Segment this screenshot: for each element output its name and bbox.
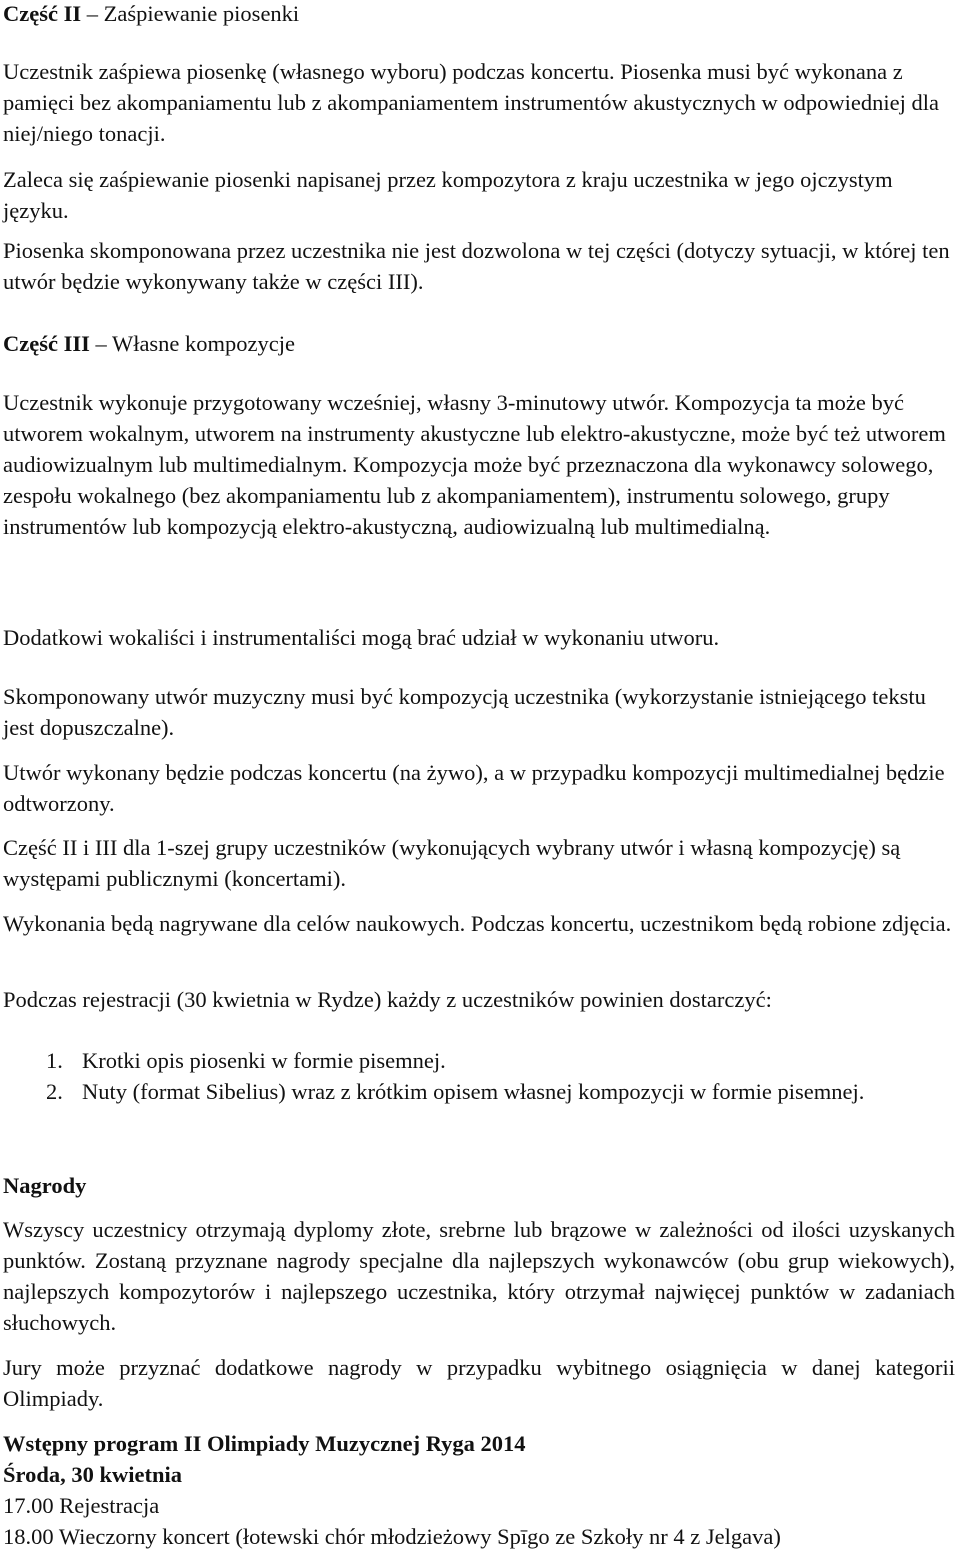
part3-paragraph-3: Skomponowany utwór muzyczny musi być kompozycją uczestnika (wykorzystanie istniejącego tekstu jest dopuszczalne). bbox=[3, 684, 926, 740]
list-item-text: Krotki opis piosenki w formie pisemnej. bbox=[82, 1048, 446, 1073]
part3-paragraph-5: Część II i III dla 1-szej grupy uczestników (wykonujących wybrany utwór i własną kompozycję) są występami publicznymi (koncertami). bbox=[3, 835, 901, 891]
part3-heading-title: – Własne kompozycje bbox=[89, 331, 296, 356]
submission-list bbox=[46, 1045, 946, 1107]
list-item bbox=[46, 1045, 946, 1076]
part2-heading-bold: Część II bbox=[3, 1, 82, 26]
part3-paragraph-2: Dodatkowi wokaliści i instrumentaliści mogą brać udział w wykonaniu utworu. bbox=[3, 625, 720, 650]
list-item-text: Nuty (format Sibelius) wraz z krótkim opisem własnej kompozycji w formie pisemnej. bbox=[82, 1079, 865, 1104]
list-item-number: 1. bbox=[46, 1048, 63, 1073]
list-item-number: 2. bbox=[46, 1079, 63, 1104]
part3-heading-bold: Część III bbox=[3, 331, 90, 356]
part2-heading-title: – Zaśpiewanie piosenki bbox=[81, 1, 300, 26]
program-day: Środa, 30 kwietnia bbox=[3, 1462, 182, 1487]
awards-paragraph-1: Wszyscy uczestnicy otrzymają dyplomy złote, srebrne lub brązowe w zależności od ilości uzyskanych punktów. Zostaną przyznane nagrody specjalne dla najlepszych wykonawców (obu grup wiekowych), najlepszych kompozytorów i najlepszego uczestnika, który otrzymał najwięcej punktów w zadaniach słuchowych. bbox=[3, 1217, 955, 1335]
part3-paragraph-7: Podczas rejestracji (30 kwietnia w Rydze) każdy z uczestników powinien dostarczyć: bbox=[3, 987, 772, 1012]
part3-paragraph-4: Utwór wykonany będzie podczas koncertu (na żywo), a w przypadku kompozycji multimedialnej będzie odtworzony. bbox=[3, 760, 945, 816]
program-item: 18.00 Wieczorny koncert (łotewski chór młodzieżowy Spīgo ze Szkoły nr 4 z Jelgava) bbox=[3, 1524, 781, 1549]
awards-paragraph-2: Jury może przyznać dodatkowe nagrody w przypadku wybitnego osiągnięcia w danej kategorii Olimpiady. bbox=[3, 1355, 955, 1411]
program-heading: Wstępny program II Olimpiady Muzycznej Ryga 2014 bbox=[3, 1431, 526, 1456]
part2-paragraph-1: Uczestnik zaśpiewa piosenkę (własnego wyboru) podczas koncertu. Piosenka musi być wykonana z pamięci bez akompaniamentu lub z akompaniamentem instrumentów akustycznych w odpowiedniej dla niej/niego tonacji. bbox=[3, 59, 939, 146]
part3-paragraph-6: Wykonania będą nagrywane dla celów naukowych. Podczas koncertu, uczestnikom będą robione zdjęcia. bbox=[3, 911, 952, 936]
part2-paragraph-3: Piosenka skomponowana przez uczestnika nie jest dozwolona w tej części (dotyczy sytuacji, w której ten utwór będzie wykonywany także w części III). bbox=[3, 238, 950, 294]
part3-heading bbox=[3, 328, 955, 359]
part2-paragraph-2: Zaleca się zaśpiewanie piosenki napisanej przez kompozytora z kraju uczestnika w jego ojczystym języku. bbox=[3, 167, 893, 223]
part3-paragraph-1: Uczestnik wykonuje przygotowany wcześniej, własny 3-minutowy utwór. Kompozycja ta może być utworem wokalnym, utworem na instrumenty akustyczne lub elektro-akustyczne, może być też utworem audiowizualnym lub multimedialnym. Kompozycja może być przeznaczona dla wykonawcy solowego, zespołu wokalnego (bez akompaniamentu lub z akompaniamentem), instrumentu solowego, grupy instrumentów lub kompozycją elektro-akustyczną, audiowizualną lub multimedialną. bbox=[3, 390, 946, 539]
program-item: 17.00 Rejestracja bbox=[3, 1493, 160, 1518]
list-item bbox=[46, 1076, 946, 1107]
awards-heading: Nagrody bbox=[3, 1173, 87, 1198]
part2-heading bbox=[3, 0, 955, 29]
